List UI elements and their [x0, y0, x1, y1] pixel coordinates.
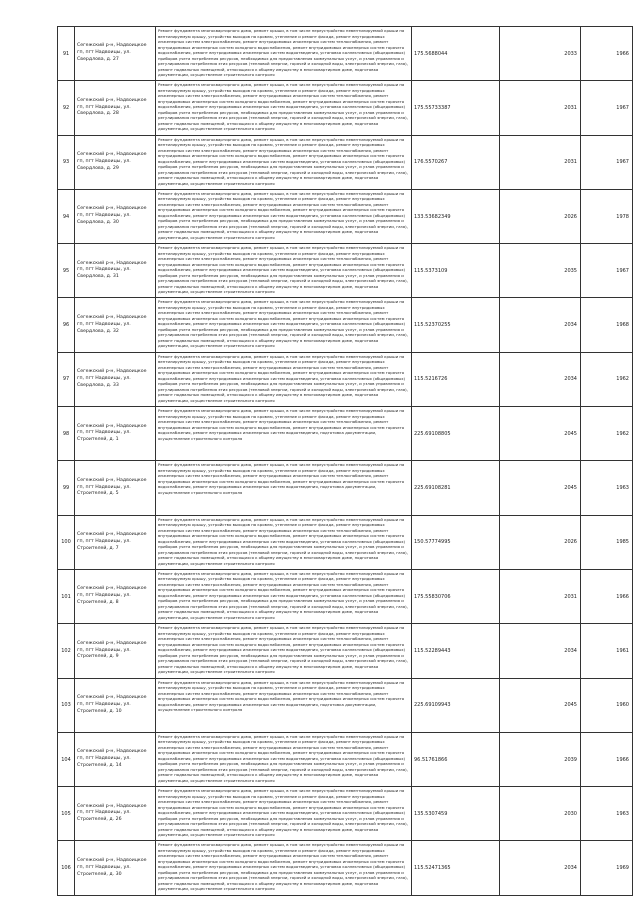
repair-cost: 150.57774995: [412, 515, 500, 569]
house-address: Сегежский р-н, Надвоицкое гп, пгт Надвоицы, ул. Свердлова, д. 32: [75, 298, 156, 352]
table-row: [58, 81, 633, 135]
repair-works-list: Ремонт фундамента многоквартирного дома, ремонт крыши, в том числе переустройство невентилируемой крыши на вентилируемую крышу, устройство выходов на кровлю, утепление и ремонт фасада, ремонт внутридомовых инженерных систем электроснабжения, ремонт внутридомовых инженерных систем теплоснабжения, ремонт внутридомовых инженерных систем холодного водоснабжения, ремонт внутридомовых инженерных систем горячего водоснабжения, ремонт внутридомовых инженерных систем водоотведения, установка коллективных (общедомовых) приборов учета потребления ресурсов, необходимых для предоставления коммунальных услуг, и узлов управления и регулирования потребления этих ресурсов (тепловой энергии, горячей и холодной воды, электрической энергии, газа), ремонт подвальных помещений, относящихся к общему имуществу в многоквартирном доме, подготовка документации, осуществление строительного контроля: [156, 81, 412, 135]
year-built: 1966: [581, 732, 633, 786]
year-built: 1967: [581, 135, 633, 189]
house-address: Сегежский р-н, Надвоицкое гп, пгт Надвоицы, ул. Строителей, д. 8: [75, 569, 156, 623]
repair-works-list: Ремонт фундамента многоквартирного дома, ремонт крыши, в том числе переустройство невентилируемой крыши на вентилируемую крышу, устройство выходов на кровлю, утепление и ремонт фасада, ремонт внутридомовых инженерных систем электроснабжения, ремонт внутридомовых инженерных систем теплоснабжения, ремонт внутридомовых инженерных систем холодного водоснабжения, ремонт внутридомовых инженерных систем горячего водоснабжения, ремонт внутридомовых инженерных систем водоотведения, установка коллективных (общедомовых) приборов учета потребления ресурсов, необходимых для предоставления коммунальных услуг, и узлов управления и регулирования потребления этих ресурсов (тепловой энергии, горячей и холодной воды, электрической энергии, газа), ремонт подвальных помещений, относящихся к общему имуществу в многоквартирном доме, подготовка документации, осуществление строительного контроля: [156, 189, 412, 243]
repair-works-list: Ремонт фундамента многоквартирного дома, ремонт крыши, в том числе переустройство невентилируемой крыши на вентилируемую крышу, устройство выходов на кровлю, утепление и ремонт фасада, ремонт внутридомовых инженерных систем электроснабжения, ремонт внутридомовых инженерных систем теплоснабжения, ремонт внутридомовых инженерных систем холодного водоснабжения, ремонт внутридомовых инженерных систем горячего водоснабжения, ремонт внутридомовых инженерных систем водоотведения, установка коллективных (общедомовых) приборов учета потребления ресурсов, необходимых для предоставления коммунальных услуг, и узлов управления и регулирования потребления этих ресурсов (тепловой энергии, горячей и холодной воды, электрической энергии, газа), ремонт подвальных помещений, относящихся к общему имуществу в многоквартирном доме, подготовка документации, осуществление строительного контроля: [156, 515, 412, 569]
planned-year: 2045: [500, 407, 581, 461]
house-address: Сегежский р-н, Надвоицкое гп, пгт Надвоицы, ул. Строителей, д. 26: [75, 787, 156, 841]
house-address: Сегежский р-н, Надвоицкое гп, пгт Надвоицы, ул. Строителей, д. 9: [75, 624, 156, 678]
repair-cost: 115.5216726: [412, 352, 500, 406]
row-number: 92: [58, 81, 75, 135]
year-built: 1967: [581, 244, 633, 298]
table-row: [58, 569, 633, 623]
repair-works-list: Ремонт фундамента многоквартирного дома, ремонт крыши, в том числе переустройство невентилируемой крыши на вентилируемую крышу, устройство выходов на кровлю, утепление и ремонт фасада, ремонт внутридомовых инженерных систем электроснабжения, ремонт внутридомовых инженерных систем теплоснабжения, ремонт внутридомовых инженерных систем холодного водоснабжения, ремонт внутридомовых инженерных систем горячего водоснабжения, ремонт внутридомовых инженерных систем водоотведения, подготовка документации, осуществление строительного контроля: [156, 407, 412, 461]
planned-year: 2034: [500, 298, 581, 352]
row-number: 104: [58, 732, 75, 786]
year-built: 1968: [581, 298, 633, 352]
house-address: Сегежский р-н, Надвоицкое гп, пгт Надвоицы, ул. Свердлова, д. 31: [75, 244, 156, 298]
repair-works-list: Ремонт фундамента многоквартирного дома, ремонт крыши, в том числе переустройство невентилируемой крыши на вентилируемую крышу, устройство выходов на кровлю, утепление и ремонт фасада, ремонт внутридомовых инженерных систем электроснабжения, ремонт внутридомовых инженерных систем теплоснабжения, ремонт внутридомовых инженерных систем холодного водоснабжения, ремонт внутридомовых инженерных систем горячего водоснабжения, ремонт внутридомовых инженерных систем водоотведения, установка коллективных (общедомовых) приборов учета потребления ресурсов, необходимых для предоставления коммунальных услуг, и узлов управления и регулирования потребления этих ресурсов (тепловой энергии, горячей и холодной воды, электрической энергии, газа), ремонт подвальных помещений, относящихся к общему имуществу в многоквартирном доме, подготовка документации, осуществление строительного контроля: [156, 624, 412, 678]
repair-works-list: Ремонт фундамента многоквартирного дома, ремонт крыши, в том числе переустройство невентилируемой крыши на вентилируемую крышу, устройство выходов на кровлю, утепление и ремонт фасада, ремонт внутридомовых инженерных систем электроснабжения, ремонт внутридомовых инженерных систем теплоснабжения, ремонт внутридомовых инженерных систем холодного водоснабжения, ремонт внутридомовых инженерных систем горячего водоснабжения, ремонт внутридомовых инженерных систем водоотведения, установка коллективных (общедомовых) приборов учета потребления ресурсов, необходимых для предоставления коммунальных услуг, и узлов управления и регулирования потребления этих ресурсов (тепловой энергии, горячей и холодной воды, электрической энергии, газа), ремонт подвальных помещений, относящихся к общему имуществу в многоквартирном доме, подготовка документации, осуществление строительного контроля: [156, 569, 412, 623]
planned-year: 2034: [500, 352, 581, 406]
row-number: 98: [58, 407, 75, 461]
repair-cost: 135.5307459: [412, 787, 500, 841]
planned-year: 2026: [500, 515, 581, 569]
row-number: 105: [58, 787, 75, 841]
year-built: 1960: [581, 678, 633, 732]
row-number: 93: [58, 135, 75, 189]
planned-year: 2039: [500, 732, 581, 786]
row-number: 91: [58, 27, 75, 81]
house-address: Сегежский р-н, Надвоицкое гп, пгт Надвоицы, ул. Строителей, д. 10: [75, 678, 156, 732]
year-built: 1962: [581, 352, 633, 406]
row-number: 102: [58, 624, 75, 678]
repair-cost: 176.5570267: [412, 135, 500, 189]
year-built: 1985: [581, 515, 633, 569]
repair-cost: 225.69109943: [412, 678, 500, 732]
repair-cost: 115.52289443: [412, 624, 500, 678]
planned-year: 2033: [500, 27, 581, 81]
house-address: Сегежский р-н, Надвоицкое гп, пгт Надвоицы, ул. Строителей, д. 1: [75, 407, 156, 461]
planned-year: 2031: [500, 81, 581, 135]
table-row: [58, 27, 633, 81]
table-row: [58, 461, 633, 515]
year-built: 1966: [581, 569, 633, 623]
row-number: 99: [58, 461, 75, 515]
repair-cost: 225.69108805: [412, 407, 500, 461]
row-number: 94: [58, 189, 75, 243]
table-row: [58, 135, 633, 189]
house-address: Сегежский р-н, Надвоицкое гп, пгт Надвоицы, ул. Строителей, д. 14: [75, 732, 156, 786]
house-address: Сегежский р-н, Надвоицкое гп, пгт Надвоицы, ул. Свердлова, д. 30: [75, 189, 156, 243]
year-built: 1969: [581, 841, 633, 895]
year-built: 1963: [581, 787, 633, 841]
table-row: [58, 189, 633, 243]
table-row: [58, 678, 633, 732]
capital-repair-table: [57, 26, 633, 896]
table-row: [58, 407, 633, 461]
table-row: [58, 787, 633, 841]
year-built: 1966: [581, 27, 633, 81]
repair-works-list: Ремонт фундамента многоквартирного дома, ремонт крыши, в том числе переустройство невентилируемой крыши на вентилируемую крышу, устройство выходов на кровлю, утепление и ремонт фасада, ремонт внутридомовых инженерных систем электроснабжения, ремонт внутридомовых инженерных систем теплоснабжения, ремонт внутридомовых инженерных систем холодного водоснабжения, ремонт внутридомовых инженерных систем горячего водоснабжения, ремонт внутридомовых инженерных систем водоотведения, установка коллективных (общедомовых) приборов учета потребления ресурсов, необходимых для предоставления коммунальных услуг, и узлов управления и регулирования потребления этих ресурсов (тепловой энергии, горячей и холодной воды, электрической энергии, газа), ремонт подвальных помещений, относящихся к общему имуществу в многоквартирном доме, подготовка документации, осуществление строительного контроля: [156, 135, 412, 189]
year-built: 1963: [581, 461, 633, 515]
planned-year: 2031: [500, 569, 581, 623]
year-built: 1978: [581, 189, 633, 243]
house-address: Сегежский р-н, Надвоицкое гп, пгт Надвоицы, ул. Свердлова, д. 29: [75, 135, 156, 189]
year-built: 1967: [581, 81, 633, 135]
repair-works-list: Ремонт фундамента многоквартирного дома, ремонт крыши, в том числе переустройство невентилируемой крыши на вентилируемую крышу, устройство выходов на кровлю, утепление и ремонт фасада, ремонт внутридомовых инженерных систем электроснабжения, ремонт внутридомовых инженерных систем теплоснабжения, ремонт внутридомовых инженерных систем холодного водоснабжения, ремонт внутридомовых инженерных систем горячего водоснабжения, ремонт внутридомовых инженерных систем водоотведения, установка коллективных (общедомовых) приборов учета потребления ресурсов, необходимых для предоставления коммунальных услуг, и узлов управления и регулирования потребления этих ресурсов (тепловой энергии, горячей и холодной воды, электрической энергии, газа), ремонт подвальных помещений, относящихся к общему имуществу в многоквартирном доме, подготовка документации, осуществление строительного контроля: [156, 841, 412, 895]
repair-works-list: Ремонт фундамента многоквартирного дома, ремонт крыши, в том числе переустройство невентилируемой крыши на вентилируемую крышу, устройство выходов на кровлю, утепление и ремонт фасада, ремонт внутридомовых инженерных систем электроснабжения, ремонт внутридомовых инженерных систем теплоснабжения, ремонт внутридомовых инженерных систем холодного водоснабжения, ремонт внутридомовых инженерных систем горячего водоснабжения, ремонт внутридомовых инженерных систем водоотведения, установка коллективных (общедомовых) приборов учета потребления ресурсов, необходимых для предоставления коммунальных услуг, и узлов управления и регулирования потребления этих ресурсов (тепловой энергии, горячей и холодной воды, электрической энергии, газа), ремонт подвальных помещений, относящихся к общему имуществу в многоквартирном доме, подготовка документации, осуществление строительного контроля: [156, 27, 412, 81]
table-row: [58, 244, 633, 298]
repair-cost: 225.69108281: [412, 461, 500, 515]
repair-cost: 175.55830706: [412, 569, 500, 623]
table-row: [58, 352, 633, 406]
table-row: [58, 624, 633, 678]
repair-cost: 115.52471365: [412, 841, 500, 895]
planned-year: 2031: [500, 135, 581, 189]
planned-year: 2034: [500, 841, 581, 895]
table-row: [58, 515, 633, 569]
repair-works-list: Ремонт фундамента многоквартирного дома, ремонт крыши, в том числе переустройство невентилируемой крыши на вентилируемую крышу, устройство выходов на кровлю, утепление и ремонт фасада, ремонт внутридомовых инженерных систем электроснабжения, ремонт внутридомовых инженерных систем теплоснабжения, ремонт внутридомовых инженерных систем холодного водоснабжения, ремонт внутридомовых инженерных систем горячего водоснабжения, ремонт внутридомовых инженерных систем водоотведения, подготовка документации, осуществление строительного контроля: [156, 678, 412, 732]
table-body: [58, 27, 633, 896]
repair-cost: 115.5373109: [412, 244, 500, 298]
repair-cost: 115.52370255: [412, 298, 500, 352]
house-address: Сегежский р-н, Надвоицкое гп, пгт Надвоицы, ул. Свердлова, д. 27: [75, 27, 156, 81]
repair-works-list: Ремонт фундамента многоквартирного дома, ремонт крыши, в том числе переустройство невентилируемой крыши на вентилируемую крышу, устройство выходов на кровлю, утепление и ремонт фасада, ремонт внутридомовых инженерных систем электроснабжения, ремонт внутридомовых инженерных систем теплоснабжения, ремонт внутридомовых инженерных систем холодного водоснабжения, ремонт внутридомовых инженерных систем горячего водоснабжения, ремонт внутридомовых инженерных систем водоотведения, установка коллективных (общедомовых) приборов учета потребления ресурсов, необходимых для предоставления коммунальных услуг, и узлов управления и регулирования потребления этих ресурсов (тепловой энергии, горячей и холодной воды, электрической энергии, газа), ремонт подвальных помещений, относящихся к общему имуществу в многоквартирном доме, подготовка документации, осуществление строительного контроля: [156, 787, 412, 841]
house-address: Сегежский р-н, Надвоицкое гп, пгт Надвоицы, ул. Строителей, д. 7: [75, 515, 156, 569]
row-number: 100: [58, 515, 75, 569]
row-number: 97: [58, 352, 75, 406]
table-row: [58, 298, 633, 352]
planned-year: 2034: [500, 624, 581, 678]
repair-works-list: Ремонт фундамента многоквартирного дома, ремонт крыши, в том числе переустройство невентилируемой крыши на вентилируемую крышу, устройство выходов на кровлю, утепление и ремонт фасада, ремонт внутридомовых инженерных систем электроснабжения, ремонт внутридомовых инженерных систем теплоснабжения, ремонт внутридомовых инженерных систем холодного водоснабжения, ремонт внутридомовых инженерных систем горячего водоснабжения, ремонт внутридомовых инженерных систем водоотведения, установка коллективных (общедомовых) приборов учета потребления ресурсов, необходимых для предоставления коммунальных услуг, и узлов управления и регулирования потребления этих ресурсов (тепловой энергии, горячей и холодной воды, электрической энергии, газа), ремонт подвальных помещений, относящихся к общему имуществу в многоквартирном доме, подготовка документации, осуществление строительного контроля: [156, 244, 412, 298]
house-address: Сегежский р-н, Надвоицкое гп, пгт Надвоицы, ул. Строителей, д. 5: [75, 461, 156, 515]
repair-cost: 175.5688044: [412, 27, 500, 81]
year-built: 1962: [581, 407, 633, 461]
row-number: 106: [58, 841, 75, 895]
repair-cost: 175.55733387: [412, 81, 500, 135]
row-number: 101: [58, 569, 75, 623]
repair-works-list: Ремонт фундамента многоквартирного дома, ремонт крыши, в том числе переустройство невентилируемой крыши на вентилируемую крышу, устройство выходов на кровлю, утепление и ремонт фасада, ремонт внутридомовых инженерных систем электроснабжения, ремонт внутридомовых инженерных систем теплоснабжения, ремонт внутридомовых инженерных систем холодного водоснабжения, ремонт внутридомовых инженерных систем горячего водоснабжения, ремонт внутридомовых инженерных систем водоотведения, установка коллективных (общедомовых) приборов учета потребления ресурсов, необходимых для предоставления коммунальных услуг, и узлов управления и регулирования потребления этих ресурсов (тепловой энергии, горячей и холодной воды, электрической энергии, газа), ремонт подвальных помещений, относящихся к общему имуществу в многоквартирном доме, подготовка документации, осуществление строительного контроля: [156, 732, 412, 786]
repair-works-list: Ремонт фундамента многоквартирного дома, ремонт крыши, в том числе переустройство невентилируемой крыши на вентилируемую крышу, устройство выходов на кровлю, утепление и ремонт фасада, ремонт внутридомовых инженерных систем электроснабжения, ремонт внутридомовых инженерных систем теплоснабжения, ремонт внутридомовых инженерных систем холодного водоснабжения, ремонт внутридомовых инженерных систем горячего водоснабжения, ремонт внутридомовых инженерных систем водоотведения, установка коллективных (общедомовых) приборов учета потребления ресурсов, необходимых для предоставления коммунальных услуг, и узлов управления и регулирования потребления этих ресурсов (тепловой энергии, горячей и холодной воды, электрической энергии, газа), ремонт подвальных помещений, относящихся к общему имуществу в многоквартирном доме, подготовка документации, осуществление строительного контроля: [156, 298, 412, 352]
table-row: [58, 732, 633, 786]
planned-year: 2035: [500, 244, 581, 298]
planned-year: 2030: [500, 787, 581, 841]
repair-works-list: Ремонт фундамента многоквартирного дома, ремонт крыши, в том числе переустройство невентилируемой крыши на вентилируемую крышу, устройство выходов на кровлю, утепление и ремонт фасада, ремонт внутридомовых инженерных систем электроснабжения, ремонт внутридомовых инженерных систем теплоснабжения, ремонт внутридомовых инженерных систем холодного водоснабжения, ремонт внутридомовых инженерных систем горячего водоснабжения, ремонт внутридомовых инженерных систем водоотведения, установка коллективных (общедомовых) приборов учета потребления ресурсов, необходимых для предоставления коммунальных услуг, и узлов управления и регулирования потребления этих ресурсов (тепловой энергии, горячей и холодной воды, электрической энергии, газа), ремонт подвальных помещений, относящихся к общему имуществу в многоквартирном доме, подготовка документации, осуществление строительного контроля: [156, 352, 412, 406]
year-built: 1961: [581, 624, 633, 678]
row-number: 103: [58, 678, 75, 732]
table-row: [58, 841, 633, 895]
house-address: Сегежский р-н, Надвоицкое гп, пгт Надвоицы, ул. Строителей, д. 30: [75, 841, 156, 895]
repair-cost: 96.51761866: [412, 732, 500, 786]
repair-cost: 133.53682349: [412, 189, 500, 243]
planned-year: 2045: [500, 461, 581, 515]
house-address: Сегежский р-н, Надвоицкое гп, пгт Надвоицы, ул. Свердлова, д. 33: [75, 352, 156, 406]
planned-year: 2026: [500, 189, 581, 243]
row-number: 96: [58, 298, 75, 352]
row-number: 95: [58, 244, 75, 298]
house-address: Сегежский р-н, Надвоицкое гп, пгт Надвоицы, ул. Свердлова, д. 28: [75, 81, 156, 135]
planned-year: 2045: [500, 678, 581, 732]
repair-works-list: Ремонт фундамента многоквартирного дома, ремонт крыши, в том числе переустройство невентилируемой крыши на вентилируемую крышу, устройство выходов на кровлю, утепление и ремонт фасада, ремонт внутридомовых инженерных систем электроснабжения, ремонт внутридомовых инженерных систем теплоснабжения, ремонт внутридомовых инженерных систем холодного водоснабжения, ремонт внутридомовых инженерных систем горячего водоснабжения, ремонт внутридомовых инженерных систем водоотведения, подготовка документации, осуществление строительного контроля: [156, 461, 412, 515]
